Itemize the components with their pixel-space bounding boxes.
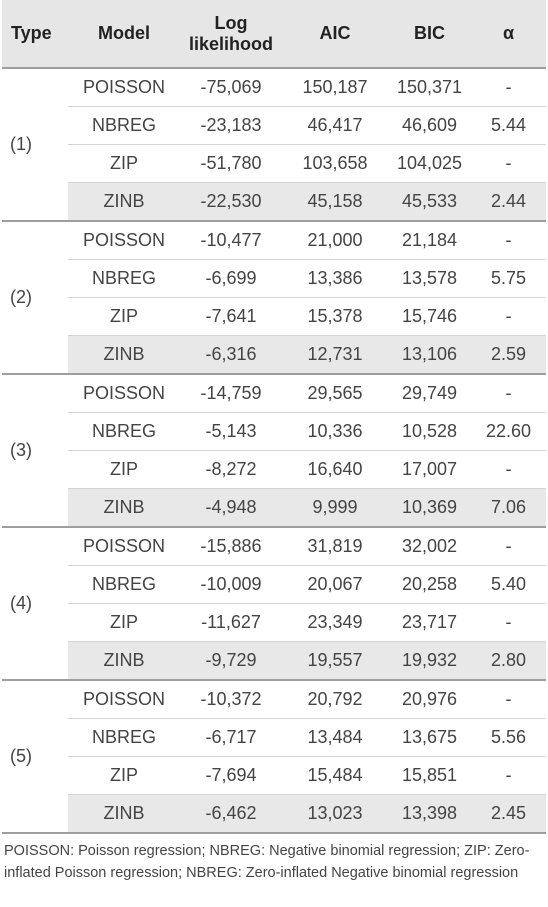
aic-cell: 13,386 bbox=[282, 260, 388, 298]
model-cell: ZINB bbox=[68, 642, 180, 681]
model-cell: NBREG bbox=[68, 107, 180, 145]
alpha-cell: 5.40 bbox=[471, 566, 546, 604]
alpha-cell: 7.06 bbox=[471, 489, 546, 528]
log-likelihood-cell: -22,530 bbox=[180, 183, 282, 222]
type-cell: (3) bbox=[2, 374, 68, 527]
alpha-cell: 2.45 bbox=[471, 795, 546, 833]
log-likelihood-cell: -6,462 bbox=[180, 795, 282, 833]
model-cell: ZIP bbox=[68, 604, 180, 642]
model-cell: ZIP bbox=[68, 298, 180, 336]
table-row bbox=[2, 145, 546, 183]
log-likelihood-cell: -10,477 bbox=[180, 221, 282, 260]
alpha-cell: 5.56 bbox=[471, 719, 546, 757]
alpha-cell: 2.59 bbox=[471, 336, 546, 375]
table-footnote: POISSON: Poisson regression; NBREG: Negative binomial regression; ZIP: Zero-inflated Poisson regression; NBREG: Zero-inflated Negative binomial regression bbox=[4, 843, 530, 881]
bic-cell: 46,609 bbox=[388, 107, 471, 145]
table-row bbox=[2, 221, 546, 260]
alpha-cell: - bbox=[471, 145, 546, 183]
model-cell: NBREG bbox=[68, 566, 180, 604]
aic-cell: 103,658 bbox=[282, 145, 388, 183]
bic-cell: 13,675 bbox=[388, 719, 471, 757]
header-aic: AIC bbox=[282, 0, 388, 68]
aic-cell: 13,484 bbox=[282, 719, 388, 757]
model-cell: NBREG bbox=[68, 719, 180, 757]
header-alpha: α bbox=[471, 0, 546, 68]
alpha-cell: - bbox=[471, 68, 546, 107]
bic-cell: 150,371 bbox=[388, 68, 471, 107]
bic-cell: 13,398 bbox=[388, 795, 471, 833]
log-likelihood-cell: -6,316 bbox=[180, 336, 282, 375]
header-log-likelihood-line2: likelihood bbox=[188, 33, 273, 54]
model-cell: NBREG bbox=[68, 413, 180, 451]
model-comparison-table bbox=[2, 0, 546, 832]
alpha-cell: 22.60 bbox=[471, 413, 546, 451]
table-row bbox=[2, 757, 546, 795]
bic-cell: 104,025 bbox=[388, 145, 471, 183]
table-bottom-rule bbox=[2, 832, 546, 834]
aic-cell: 21,000 bbox=[282, 221, 388, 260]
alpha-cell: - bbox=[471, 298, 546, 336]
model-cell: POISSON bbox=[68, 68, 180, 107]
alpha-cell: - bbox=[471, 374, 546, 413]
header-model: Model bbox=[68, 0, 180, 68]
table-row bbox=[2, 107, 546, 145]
model-cell: POISSON bbox=[68, 374, 180, 413]
model-cell: POISSON bbox=[68, 221, 180, 260]
table-row bbox=[2, 642, 546, 681]
bic-cell: 15,851 bbox=[388, 757, 471, 795]
header-bic: BIC bbox=[388, 0, 471, 68]
aic-cell: 31,819 bbox=[282, 527, 388, 566]
log-likelihood-cell: -9,729 bbox=[180, 642, 282, 681]
header-log-likelihood bbox=[180, 0, 282, 68]
alpha-cell: - bbox=[471, 757, 546, 795]
alpha-cell: 2.80 bbox=[471, 642, 546, 681]
log-likelihood-cell: -23,183 bbox=[180, 107, 282, 145]
aic-cell: 150,187 bbox=[282, 68, 388, 107]
table-row bbox=[2, 183, 546, 222]
aic-cell: 13,023 bbox=[282, 795, 388, 833]
aic-cell: 45,158 bbox=[282, 183, 388, 222]
model-cell: ZIP bbox=[68, 145, 180, 183]
alpha-cell: - bbox=[471, 527, 546, 566]
model-cell: POISSON bbox=[68, 527, 180, 566]
log-likelihood-cell: -5,143 bbox=[180, 413, 282, 451]
table-row bbox=[2, 489, 546, 528]
table-row bbox=[2, 566, 546, 604]
model-cell: ZINB bbox=[68, 489, 180, 528]
log-likelihood-cell: -10,009 bbox=[180, 566, 282, 604]
log-likelihood-cell: -6,699 bbox=[180, 260, 282, 298]
type-cell: (1) bbox=[2, 68, 68, 221]
bic-cell: 29,749 bbox=[388, 374, 471, 413]
log-likelihood-cell: -15,886 bbox=[180, 527, 282, 566]
model-cell: ZINB bbox=[68, 336, 180, 375]
bic-cell: 21,184 bbox=[388, 221, 471, 260]
bic-cell: 17,007 bbox=[388, 451, 471, 489]
log-likelihood-cell: -4,948 bbox=[180, 489, 282, 528]
aic-cell: 9,999 bbox=[282, 489, 388, 528]
model-cell: ZIP bbox=[68, 757, 180, 795]
table-body bbox=[2, 68, 546, 832]
table-row bbox=[2, 374, 546, 413]
aic-cell: 15,378 bbox=[282, 298, 388, 336]
log-likelihood-cell: -14,759 bbox=[180, 374, 282, 413]
bic-cell: 32,002 bbox=[388, 527, 471, 566]
log-likelihood-cell: -51,780 bbox=[180, 145, 282, 183]
log-likelihood-cell: -10,372 bbox=[180, 680, 282, 719]
bic-cell: 23,717 bbox=[388, 604, 471, 642]
alpha-cell: 5.44 bbox=[471, 107, 546, 145]
aic-cell: 16,640 bbox=[282, 451, 388, 489]
bic-cell: 20,976 bbox=[388, 680, 471, 719]
log-likelihood-cell: -11,627 bbox=[180, 604, 282, 642]
table-row bbox=[2, 527, 546, 566]
log-likelihood-cell: -75,069 bbox=[180, 68, 282, 107]
aic-cell: 29,565 bbox=[282, 374, 388, 413]
bic-cell: 13,106 bbox=[388, 336, 471, 375]
table-row bbox=[2, 68, 546, 107]
table-row bbox=[2, 298, 546, 336]
table-row bbox=[2, 719, 546, 757]
aic-cell: 10,336 bbox=[282, 413, 388, 451]
aic-cell: 19,557 bbox=[282, 642, 388, 681]
table-row bbox=[2, 413, 546, 451]
header-row bbox=[2, 0, 546, 68]
alpha-cell: - bbox=[471, 680, 546, 719]
model-cell: ZIP bbox=[68, 451, 180, 489]
type-cell: (4) bbox=[2, 527, 68, 680]
alpha-cell: - bbox=[471, 451, 546, 489]
aic-cell: 12,731 bbox=[282, 336, 388, 375]
aic-cell: 15,484 bbox=[282, 757, 388, 795]
aic-cell: 46,417 bbox=[282, 107, 388, 145]
log-likelihood-cell: -8,272 bbox=[180, 451, 282, 489]
aic-cell: 20,792 bbox=[282, 680, 388, 719]
table-row bbox=[2, 680, 546, 719]
bic-cell: 15,746 bbox=[388, 298, 471, 336]
bic-cell: 19,932 bbox=[388, 642, 471, 681]
log-likelihood-cell: -6,717 bbox=[180, 719, 282, 757]
alpha-cell: - bbox=[471, 221, 546, 260]
table-row bbox=[2, 451, 546, 489]
model-cell: ZINB bbox=[68, 183, 180, 222]
bic-cell: 45,533 bbox=[388, 183, 471, 222]
bic-cell: 10,528 bbox=[388, 413, 471, 451]
alpha-cell: 5.75 bbox=[471, 260, 546, 298]
header-log-likelihood-line1: Log bbox=[214, 12, 248, 33]
model-cell: POISSON bbox=[68, 680, 180, 719]
alpha-cell: - bbox=[471, 604, 546, 642]
bic-cell: 13,578 bbox=[388, 260, 471, 298]
header-type: Type bbox=[2, 0, 68, 68]
type-cell: (2) bbox=[2, 221, 68, 374]
aic-cell: 20,067 bbox=[282, 566, 388, 604]
type-cell: (5) bbox=[2, 680, 68, 832]
table-row bbox=[2, 260, 546, 298]
alpha-cell: 2.44 bbox=[471, 183, 546, 222]
table-row bbox=[2, 336, 546, 375]
model-cell: ZINB bbox=[68, 795, 180, 833]
log-likelihood-cell: -7,641 bbox=[180, 298, 282, 336]
model-cell: NBREG bbox=[68, 260, 180, 298]
aic-cell: 23,349 bbox=[282, 604, 388, 642]
table-row bbox=[2, 795, 546, 833]
log-likelihood-cell: -7,694 bbox=[180, 757, 282, 795]
bic-cell: 20,258 bbox=[388, 566, 471, 604]
table-row bbox=[2, 604, 546, 642]
bic-cell: 10,369 bbox=[388, 489, 471, 528]
